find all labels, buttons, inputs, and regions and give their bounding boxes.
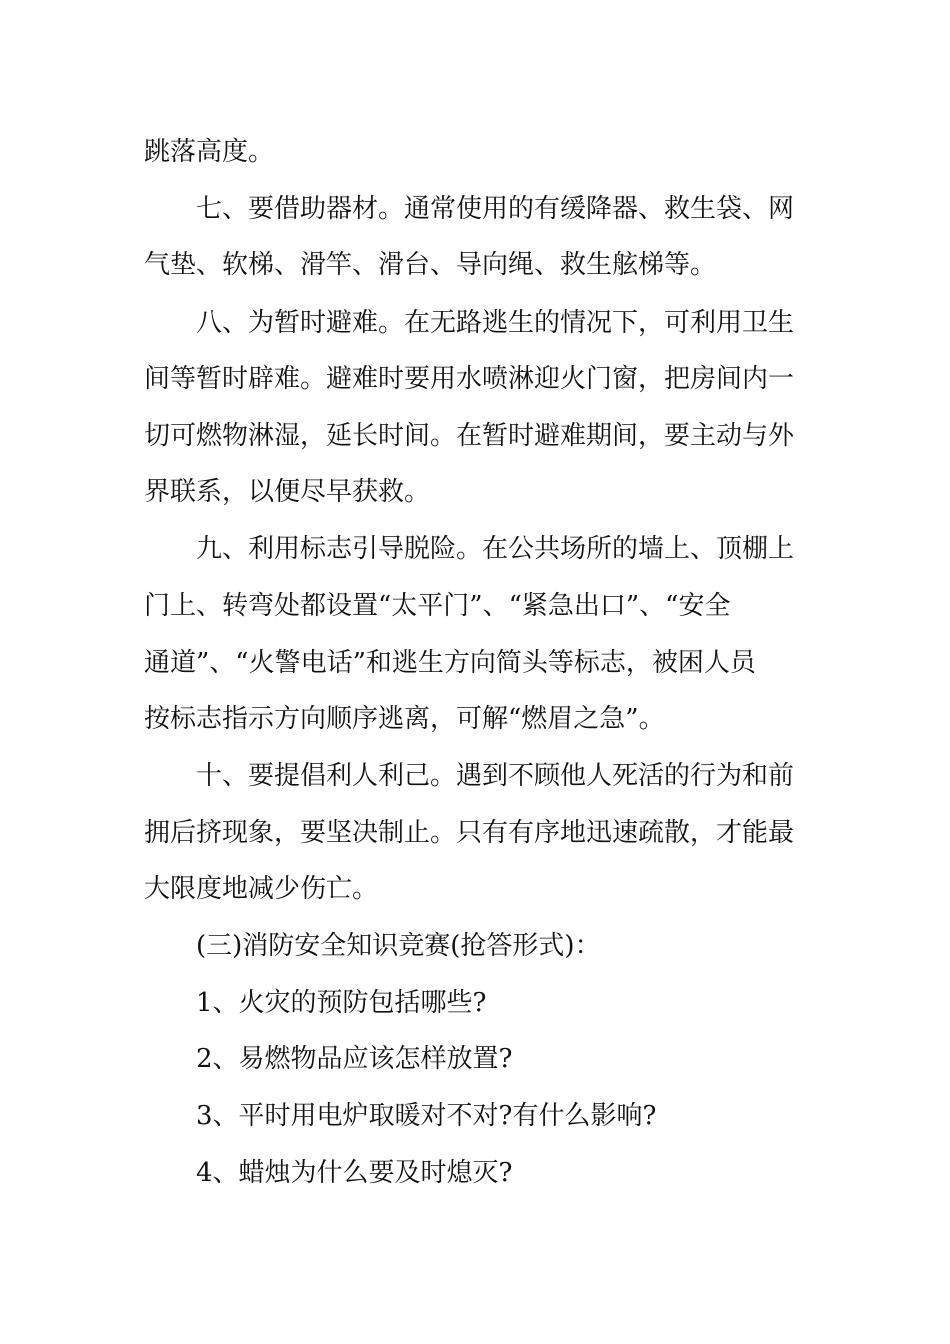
text-line: 十、要提倡利人利己。遇到不顾他人死活的行为和前 bbox=[196, 761, 795, 791]
text-line: 门上、转弯处都设置“太平门”、“紧急出口”、“安全 bbox=[144, 591, 731, 621]
text-line: 八、为暂时避难。在无路逃生的情况下，可利用卫生 bbox=[196, 308, 795, 338]
text-line: 通道”、“火警电话”和逃生方向简头等标志，被困人员 bbox=[144, 648, 756, 678]
text-line: 1、火灾的预防包括哪些? bbox=[196, 988, 487, 1018]
text-line: 气垫、软梯、滑竿、滑台、导向绳、救生舷梯等。 bbox=[144, 250, 717, 280]
text-line: 界联系，以便尽早获救。 bbox=[144, 477, 431, 507]
text-line: 九、利用标志引导脱险。在公共场所的墙上、顶棚上 bbox=[196, 534, 795, 564]
text-line: 七、要借助器材。通常使用的有缓降器、救生袋、网 bbox=[196, 194, 795, 224]
text-line: 切可燃物淋湿，延长时间。在暂时避难期间，要主动与外 bbox=[144, 421, 795, 451]
text-line: 跳落高度。 bbox=[144, 137, 275, 167]
text-line: 2、易燃物品应该怎样放置? bbox=[196, 1044, 513, 1074]
text-line: 大限度地减少伤亡。 bbox=[144, 874, 379, 904]
text-line: 间等暂时辟难。避难时要用水喷淋迎火门窗，把房间内一 bbox=[144, 364, 795, 394]
text-line: 拥后挤现象，要坚决制止。只有有序地迅速疏散，才能最 bbox=[144, 818, 795, 848]
text-line: 4、蜡烛为什么要及时熄灭? bbox=[196, 1158, 513, 1188]
text-line: 3、平时用电炉取暖对不对?有什么影响? bbox=[196, 1101, 657, 1131]
text-line: 按标志指示方向顺序逃离，可解“燃眉之急”。 bbox=[144, 704, 665, 734]
text-line: (三)消防安全知识竞赛(抢答形式)： bbox=[196, 931, 601, 961]
